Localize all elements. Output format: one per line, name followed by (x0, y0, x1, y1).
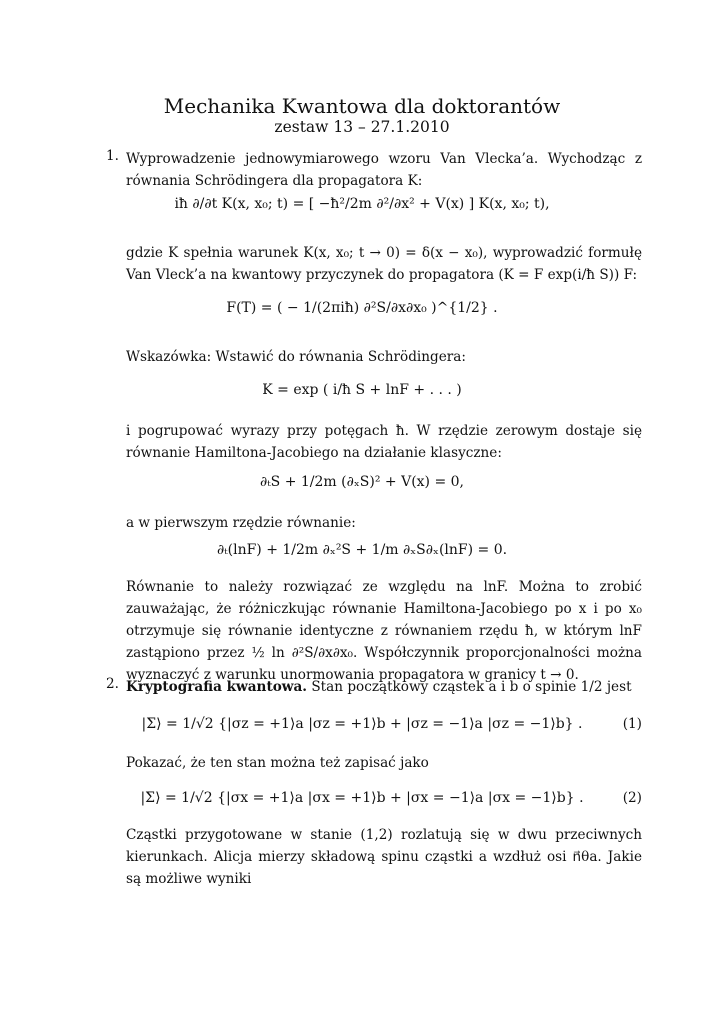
problem-1-number: 1. (106, 148, 119, 164)
problem-1-text-5: Równanie to należy rozwiązać ze względu na lnF. Można to zrobić zauważając, że różniczkując równanie Hamiltona-Jacobiego po x i po x₀ otrzymuje się równanie identyczne z równaniem rzędu ħ, w którym lnF zastąpiono przez ½ ln ∂²S/∂x∂x₀. Współczynnik proporcjonalności można wyznaczyć z warunku unormowania propagatora w granicy t → 0. (126, 579, 642, 683)
problem-2-heading: Kryptografia kwantowa. (126, 679, 308, 695)
problem-2-text-2: Pokazać, że ten stan można też zapisać jako (126, 755, 429, 771)
equation-1: |Σ⟩ = 1/√2 {|σz = +1⟩a |σz = +1⟩b + |σz = −1⟩a |σz = −1⟩b} . (141, 716, 583, 732)
problem-1-text-3: i pogrupować wyrazy przy potęgach ħ. W rzędzie zerowym dostaje się równanie Hamiltona-Jacobiego na działanie klasyczne: (126, 423, 642, 461)
problem-2-intro-line (126, 676, 642, 698)
document-subtitle: zestaw 13 – 27.1.2010 (274, 118, 450, 136)
equation-van-vleck: F(T) = ( − 1/(2πiħ) ∂²S/∂x∂x₀ )^{1/2} . (226, 300, 498, 316)
problem-2-text-3: Cząstki przygotowane w stanie (1,2) rozlatują się w dwu przeciwnych kierunkach. Alicja mierzy składową spinu cząstki a wzdłuż osi n⃗θa. Jakie są możliwe wyniki (126, 827, 642, 887)
equation-2: |Σ⟩ = 1/√2 {|σx = +1⟩a |σx = +1⟩b + |σx = −1⟩a |σx = −1⟩b} . (140, 790, 584, 806)
problem-1-text-4: a w pierwszym rzędzie równanie: (126, 515, 356, 531)
problem-1-intro: Wyprowadzenie jednowymiarowego wzoru Van Vlecka’a. Wychodząc z równania Schrödingera dla propagatora K: (126, 151, 642, 189)
problem-1-hint: Wskazówka: Wstawić do równania Schrödingera: (126, 349, 466, 365)
equation-k-ansatz: K = exp ( i/ħ S + lnF + . . . ) (262, 382, 462, 398)
equation-2-number: (2) (622, 790, 642, 806)
equation-1-number: (1) (622, 716, 642, 732)
problem-1-text-2: gdzie K spełnia warunek K(x, x₀; t → 0) = δ(x − x₀), wyprowadzić formułę Van Vleck’a na kwantowy przyczynek do propagatora (K = F exp(i/ħ S)) F: (126, 245, 642, 283)
equation-first-order: ∂ₜ(lnF) + 1/2m ∂ₓ²S + 1/m ∂ₓS∂ₓ(lnF) = 0. (216, 542, 508, 558)
document-title: Mechanika Kwantowa dla doktorantów (163, 94, 561, 118)
equation-hamilton-jacobi: ∂ₜS + 1/2m (∂ₓS)² + V(x) = 0, (259, 474, 465, 490)
problem-2-number: 2. (106, 676, 119, 692)
problem-2-intro: Stan początkowy cząstek a i b o spinie 1/2 jest (311, 679, 632, 695)
equation-schrodinger: iħ ∂/∂t K(x, x₀; t) = [ −ħ²/2m ∂²/∂x² + V(x) ] K(x, x₀; t), (174, 196, 550, 212)
